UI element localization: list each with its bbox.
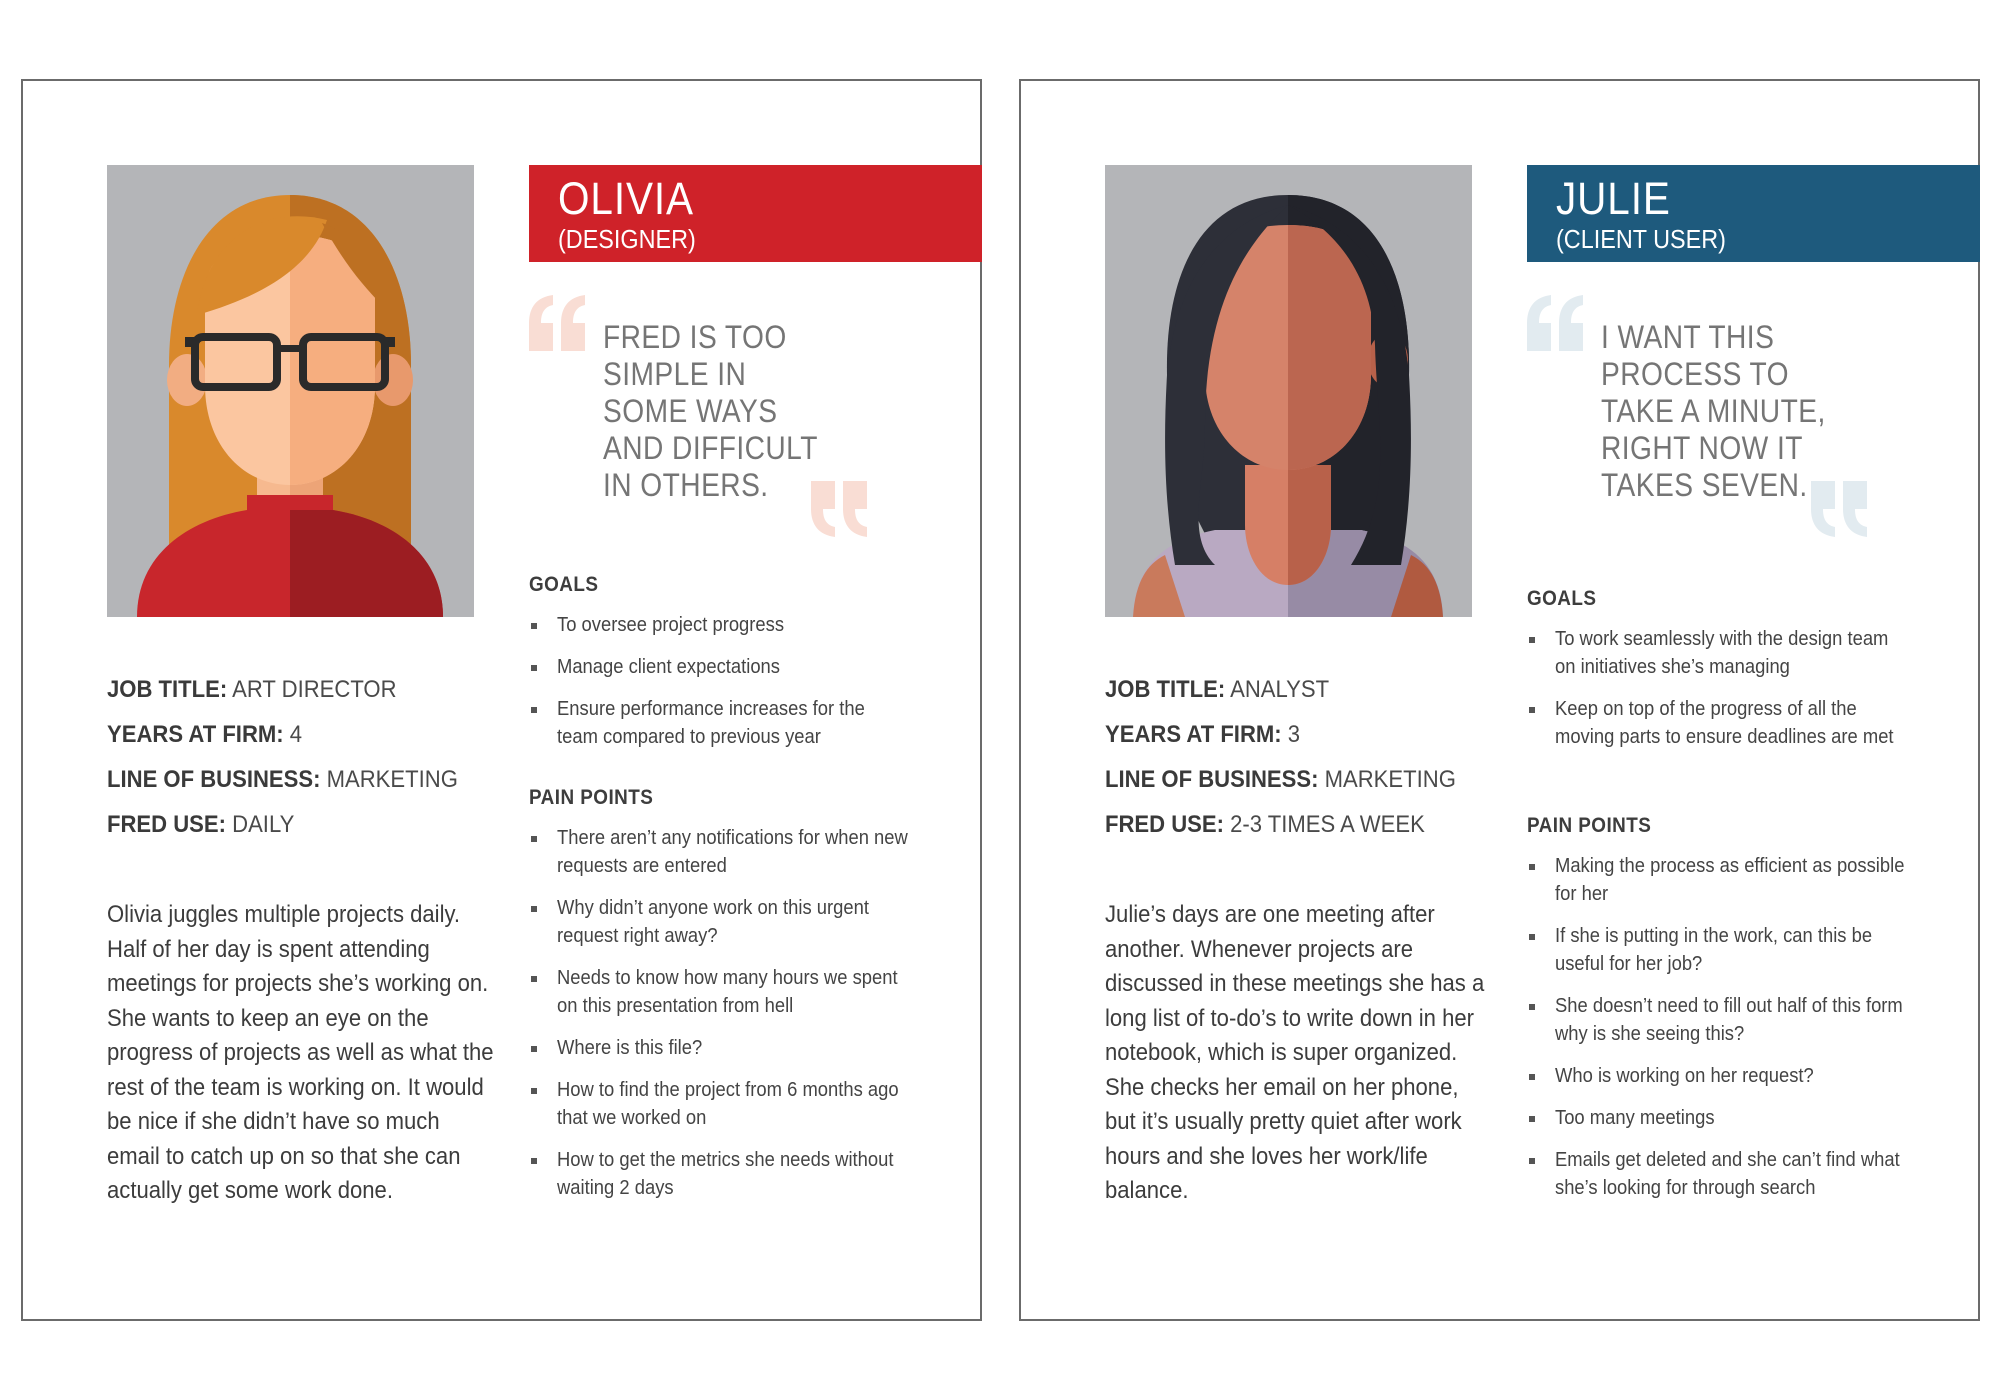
olivia-avatar-portrait [107, 165, 474, 617]
persona-role: (DESIGNER) [558, 224, 696, 254]
persona-card-olivia [21, 79, 982, 1321]
goal-item: Ensure performance increases for the team compared to previous year [529, 695, 939, 751]
goal-item: Keep on top of the progress of all the moving parts to ensure deadlines are met [1527, 695, 1937, 751]
pain-point-item: If she is putting in the work, can this be useful for her job? [1527, 922, 1937, 978]
goal-item: To oversee project progress [529, 611, 939, 639]
goals-heading: GOALS [1527, 587, 1597, 610]
julie-quote [1527, 295, 1887, 540]
pain-point-item: How to find the project from 6 months ago that we worked on [529, 1076, 939, 1132]
julie-avatar-illustration [1105, 165, 1472, 617]
persona-quote-text: I WANT THIS PROCESS TO TAKE A MINUTE, RIGHT NOW IT TAKES SEVEN. [1601, 319, 1826, 503]
goals-list [529, 611, 939, 751]
pain-point-item: Why didn’t anyone work on this urgent request right away? [529, 894, 939, 950]
bio-text: Julie’s days are one meeting after another. Whenever projects are discussed in these meetings she has a long list of to-do’s to write down in her notebook, which is super organized. She checks her email on her phone, but it’s usually pretty quiet after work hours and she loves her work/life balance. [1105, 901, 1485, 1204]
olivia-quote [529, 295, 889, 540]
pain-point-item: Needs to know how many hours we spent on this presentation from hell [529, 964, 939, 1020]
julie-pain-points-section [1527, 814, 1937, 1216]
pain-points-heading: PAIN POINTS [1527, 814, 1652, 837]
julie-avatar-portrait [1105, 165, 1472, 617]
fact-years-at-firm: YEARS AT FIRM: 3 [1105, 721, 1301, 748]
olivia-pain-points-section [529, 786, 939, 1216]
persona-card-julie [1019, 79, 1980, 1321]
julie-facts [1105, 675, 1505, 855]
bio-text: Olivia juggles multiple projects daily. Half of her day is spent attending meetings for projects she’s working on. She wants to keep an eye on the progress of projects as well as what the rest of the team is working on. It would be nice if she didn’t have so much email to catch up on so that she can actually get some work done. [107, 901, 494, 1204]
olivia-name-banner [529, 165, 982, 262]
pain-point-item: There aren’t any notifications for when new requests are entered [529, 824, 939, 880]
fact-line-of-business: LINE OF BUSINESS: MARKETING [1105, 766, 1456, 793]
fact-fred-use: FRED USE: 2-3 TIMES A WEEK [1105, 811, 1425, 838]
persona-name: OLIVIA [558, 173, 694, 224]
persona-name: JULIE [1556, 173, 1671, 224]
julie-goals-section [1527, 587, 1937, 765]
pain-points-heading: PAIN POINTS [529, 786, 654, 809]
pain-point-item: How to get the metrics she needs without waiting 2 days [529, 1146, 939, 1202]
goals-heading: GOALS [529, 573, 599, 596]
fact-line-of-business: LINE OF BUSINESS: MARKETING [107, 766, 458, 793]
persona-role: (CLIENT USER) [1556, 224, 1726, 254]
goal-item: Manage client expectations [529, 653, 939, 681]
olivia-bio [107, 898, 497, 1209]
close-quote-icon [809, 481, 867, 537]
fact-fred-use: FRED USE: DAILY [107, 811, 295, 838]
fact-years-at-firm: YEARS AT FIRM: 4 [107, 721, 303, 748]
julie-bio [1105, 898, 1495, 1209]
pain-points-list [529, 824, 939, 1202]
olivia-facts [107, 675, 507, 855]
julie-name-banner [1527, 165, 1980, 262]
pain-point-item: Where is this file? [529, 1034, 939, 1062]
goal-item: To work seamlessly with the design team on initiatives she’s managing [1527, 625, 1937, 681]
fact-job-title: JOB TITLE: ANALYST [1105, 676, 1330, 703]
pain-point-item: Making the process as efficient as possible for her [1527, 852, 1937, 908]
pain-point-item: She doesn’t need to fill out half of this form why is she seeing this? [1527, 992, 1937, 1048]
olivia-avatar-illustration [107, 165, 474, 617]
pain-point-item: Emails get deleted and she can’t find what she’s looking for through search [1527, 1146, 1937, 1202]
pain-point-item: Too many meetings [1527, 1104, 1937, 1132]
pain-point-item: Who is working on her request? [1527, 1062, 1937, 1090]
goals-list [1527, 625, 1937, 751]
pain-points-list [1527, 852, 1937, 1202]
open-quote-icon [1527, 295, 1585, 351]
olivia-goals-section [529, 573, 939, 765]
open-quote-icon [529, 295, 587, 351]
fact-job-title: JOB TITLE: ART DIRECTOR [107, 676, 397, 703]
close-quote-icon [1809, 481, 1867, 537]
persona-quote-text: FRED IS TOO SIMPLE IN SOME WAYS AND DIFFICULT IN OTHERS. [603, 319, 818, 503]
